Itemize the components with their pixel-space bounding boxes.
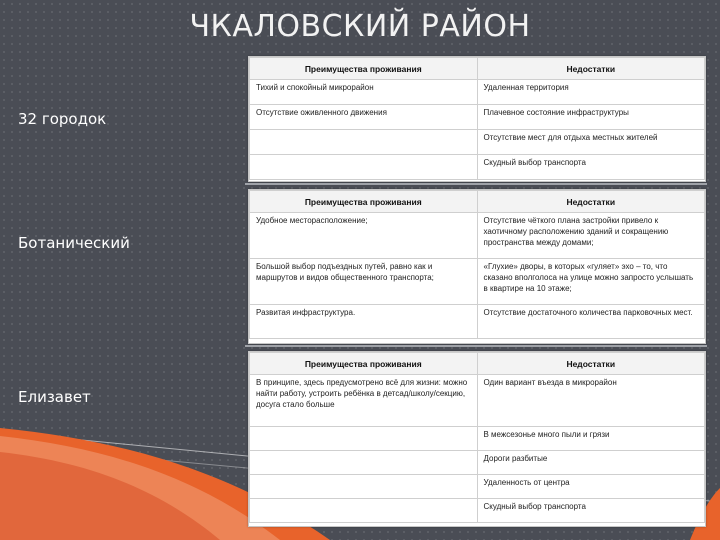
district-label-botanicheskiy: Ботанический (18, 234, 130, 252)
header-cons: Недостатки (477, 353, 705, 375)
cell-pro (250, 499, 478, 523)
cell-con: Удаленная территория (477, 80, 705, 105)
table-row (250, 105, 705, 130)
table-row (250, 155, 705, 180)
table-row (250, 259, 705, 305)
district-label-32-gorodok: 32 городок (18, 110, 107, 128)
cell-pro (250, 427, 478, 451)
table-row (250, 305, 705, 339)
cell-con: «Глухие» дворы, в которых «гуляет» эхо – то, что сказано вполголоса на улице можно запросто услышать в квартире на 10 этаже; (477, 259, 705, 305)
table-panel-botanicheskiy (248, 189, 706, 344)
table-row (250, 375, 705, 427)
cell-pro (250, 155, 478, 180)
cell-pro: Большой выбор подъездных путей, равно как и маршрутов и видов общественного транспорта; (250, 259, 478, 305)
district-label-elizavet: Елизавет (18, 388, 91, 406)
cell-pro (250, 451, 478, 475)
cell-pro: Отсутствие оживленного движения (250, 105, 478, 130)
header-pros: Преимущества проживания (250, 353, 478, 375)
cell-con: В межсезонье много пыли и грязи (477, 427, 705, 451)
cell-pro: Развитая инфраструктура. (250, 305, 478, 339)
header-pros: Преимущества проживания (250, 58, 478, 80)
pros-cons-table (249, 352, 705, 523)
cell-con: Удаленность от центра (477, 475, 705, 499)
table-panel-elizavet (248, 351, 706, 527)
table-header-row (250, 191, 705, 213)
separator (245, 183, 707, 185)
table-row (250, 213, 705, 259)
header-cons: Недостатки (477, 191, 705, 213)
table-panel-32-gorodok (248, 56, 706, 182)
cell-con: Отсутствие чёткого плана застройки привело к хаотичному расположению зданий и сокращению пространства между домами; (477, 213, 705, 259)
cell-con: Один вариант въезда в микрорайон (477, 375, 705, 427)
cell-pro: Удобное месторасположение; (250, 213, 478, 259)
table-row (250, 475, 705, 499)
table-header-row (250, 353, 705, 375)
table-row (250, 427, 705, 451)
pros-cons-table (249, 190, 705, 339)
table-row (250, 80, 705, 105)
cell-pro (250, 130, 478, 155)
cell-con: Скудный выбор транспорта (477, 155, 705, 180)
separator (245, 345, 707, 347)
cell-con: Отсутствие достаточного количества парковочных мест. (477, 305, 705, 339)
cell-pro (250, 475, 478, 499)
cell-con: Плачевное состояние инфраструктуры (477, 105, 705, 130)
table-header-row (250, 58, 705, 80)
cell-con: Скудный выбор транспорта (477, 499, 705, 523)
slide-title: ЧКАЛОВСКИЙ РАЙОН (189, 9, 531, 44)
cell-con: Отсутствие мест для отдыха местных жителей (477, 130, 705, 155)
pros-cons-table (249, 57, 705, 180)
header-cons: Недостатки (477, 58, 705, 80)
header-pros: Преимущества проживания (250, 191, 478, 213)
cell-pro: В принципе, здесь предусмотрено всё для жизни: можно найти работу, устроить ребёнка в детсад/школу/секцию, досуга стало больше (250, 375, 478, 427)
table-row (250, 130, 705, 155)
cell-con: Дороги разбитые (477, 451, 705, 475)
table-row (250, 451, 705, 475)
table-row (250, 499, 705, 523)
cell-pro: Тихий и спокойный микрорайон (250, 80, 478, 105)
